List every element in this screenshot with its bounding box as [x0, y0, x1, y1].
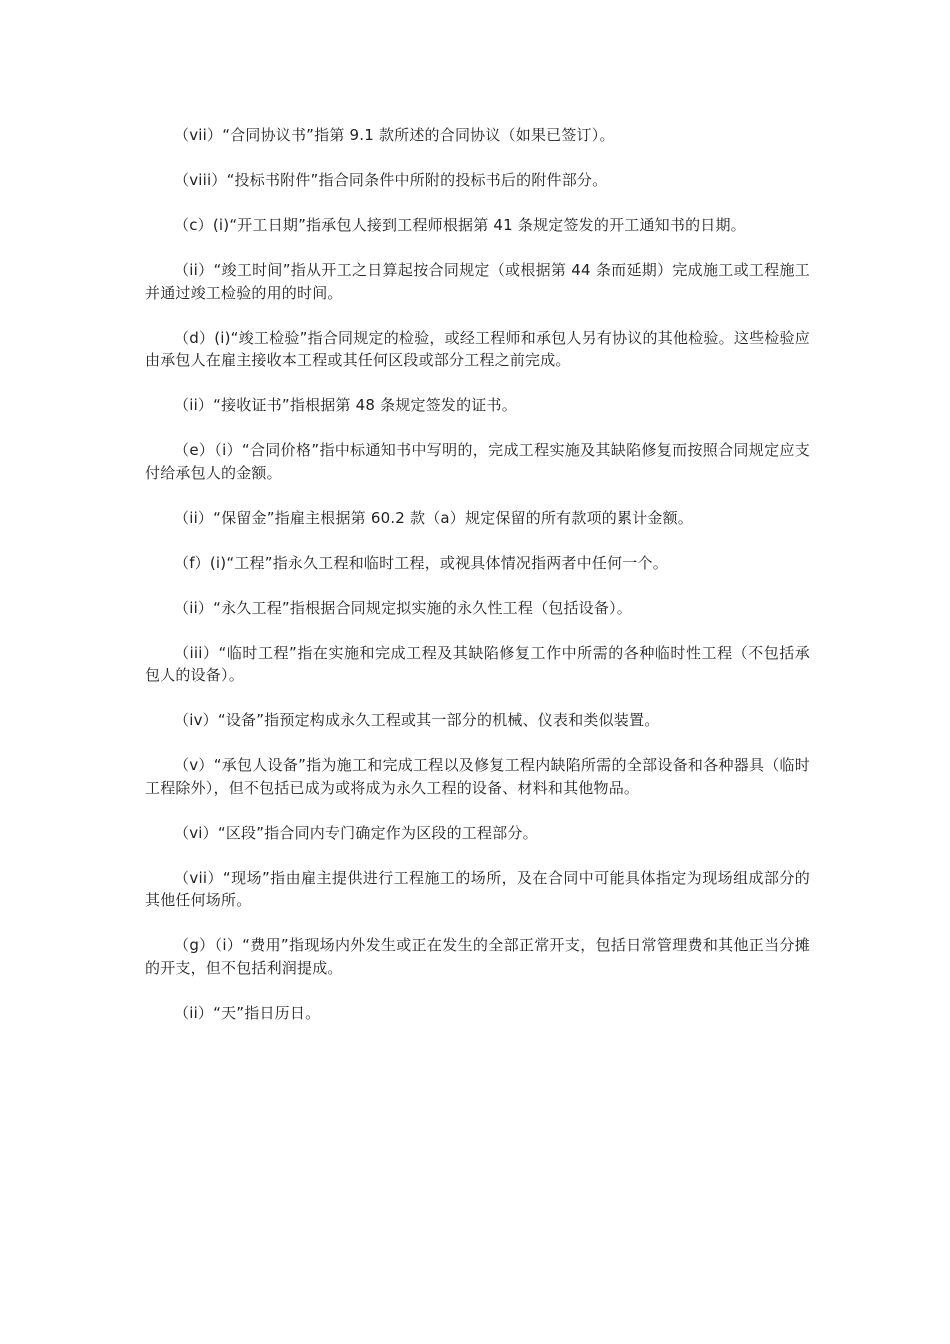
paragraph-tests-on-completion: （d）(i)“竣工检验”指合同规定的检验，或经工程师和承包人另有协议的其他检验。这些检验应由承包人在雇主接收本工程或其任何区段或部分工程之前完成。 [145, 328, 810, 369]
paragraph-retention-money: （ii）“保留金”指雇主根据第 60.2 款（a）规定保留的所有款项的累计金额。 [174, 508, 694, 527]
paragraph-taking-over-certificate: （ii）“接收证书”指根据第 48 条规定签发的证书。 [174, 396, 517, 414]
paragraph-tender-appendix: （viii）“投标书附件”指合同条件中所附的投标书后的附件部分。 [174, 171, 608, 189]
paragraph-temporary-works: （iii）“临时工程”指在实施和完成工程及其缺陷修复工作中所需的各种临时性工程（不包括承包人的设备）。 [145, 643, 810, 684]
paragraph-permanent-works: （ii）“永久工程”指根据合同规定拟实施的永久性工程（包括设备）。 [174, 598, 632, 617]
paragraph-contract-price: （e）（i）“合同价格”指中标通知书中写明的，完成工程实施及其缺陷修复而按照合同规定应支付给承包人的金额。 [145, 441, 810, 482]
paragraph-commencement-date: （c）(i)“开工日期”指承包人接到工程师根据第 41 条规定签发的开工通知书的日期。 [174, 216, 746, 234]
paragraph-works: （f）(i)“工程”指永久工程和临时工程，或视具体情况指两者中任何一个。 [174, 553, 668, 572]
paragraph-plant: （iv）“设备”指预定构成永久工程或其一部分的机械、仪表和类似装置。 [174, 711, 660, 729]
paragraph-time-for-completion: （ii）“竣工时间”指从开工之日算起按合同规定（或根据第 44 条而延期）完成施工或工程施工并通过竣工检验的用的时间。 [145, 261, 810, 302]
paragraph-section: （vi）“区段”指合同内专门确定作为区段的工程部分。 [174, 823, 538, 842]
paragraph-contract-agreement: （vii）“合同协议书”指第 9.1 款所述的合同协议（如果已签订）。 [174, 126, 615, 144]
paragraph-contractors-equipment: （v）“承包人设备”指为施工和完成工程以及修复工程内缺陷所需的全部设备和各种器具（临时工程除外），但不包括已成为或将成为永久工程的设备、材料和其他物品。 [145, 756, 810, 797]
paragraph-cost: （g）（i）“费用”指现场内外发生或正在发生的全部正常开支，包括日常管理费和其他正当分摊的开支，但不包括利润提成。 [145, 936, 810, 977]
document-body [145, 124, 810, 1024]
paragraph-day: （ii）“天”指日历日。 [174, 1003, 321, 1022]
paragraph-site: （vii）“现场”指由雇主提供进行工程施工的场所，及在合同中可能具体指定为现场组成部分的其他任何场所。 [145, 868, 810, 909]
